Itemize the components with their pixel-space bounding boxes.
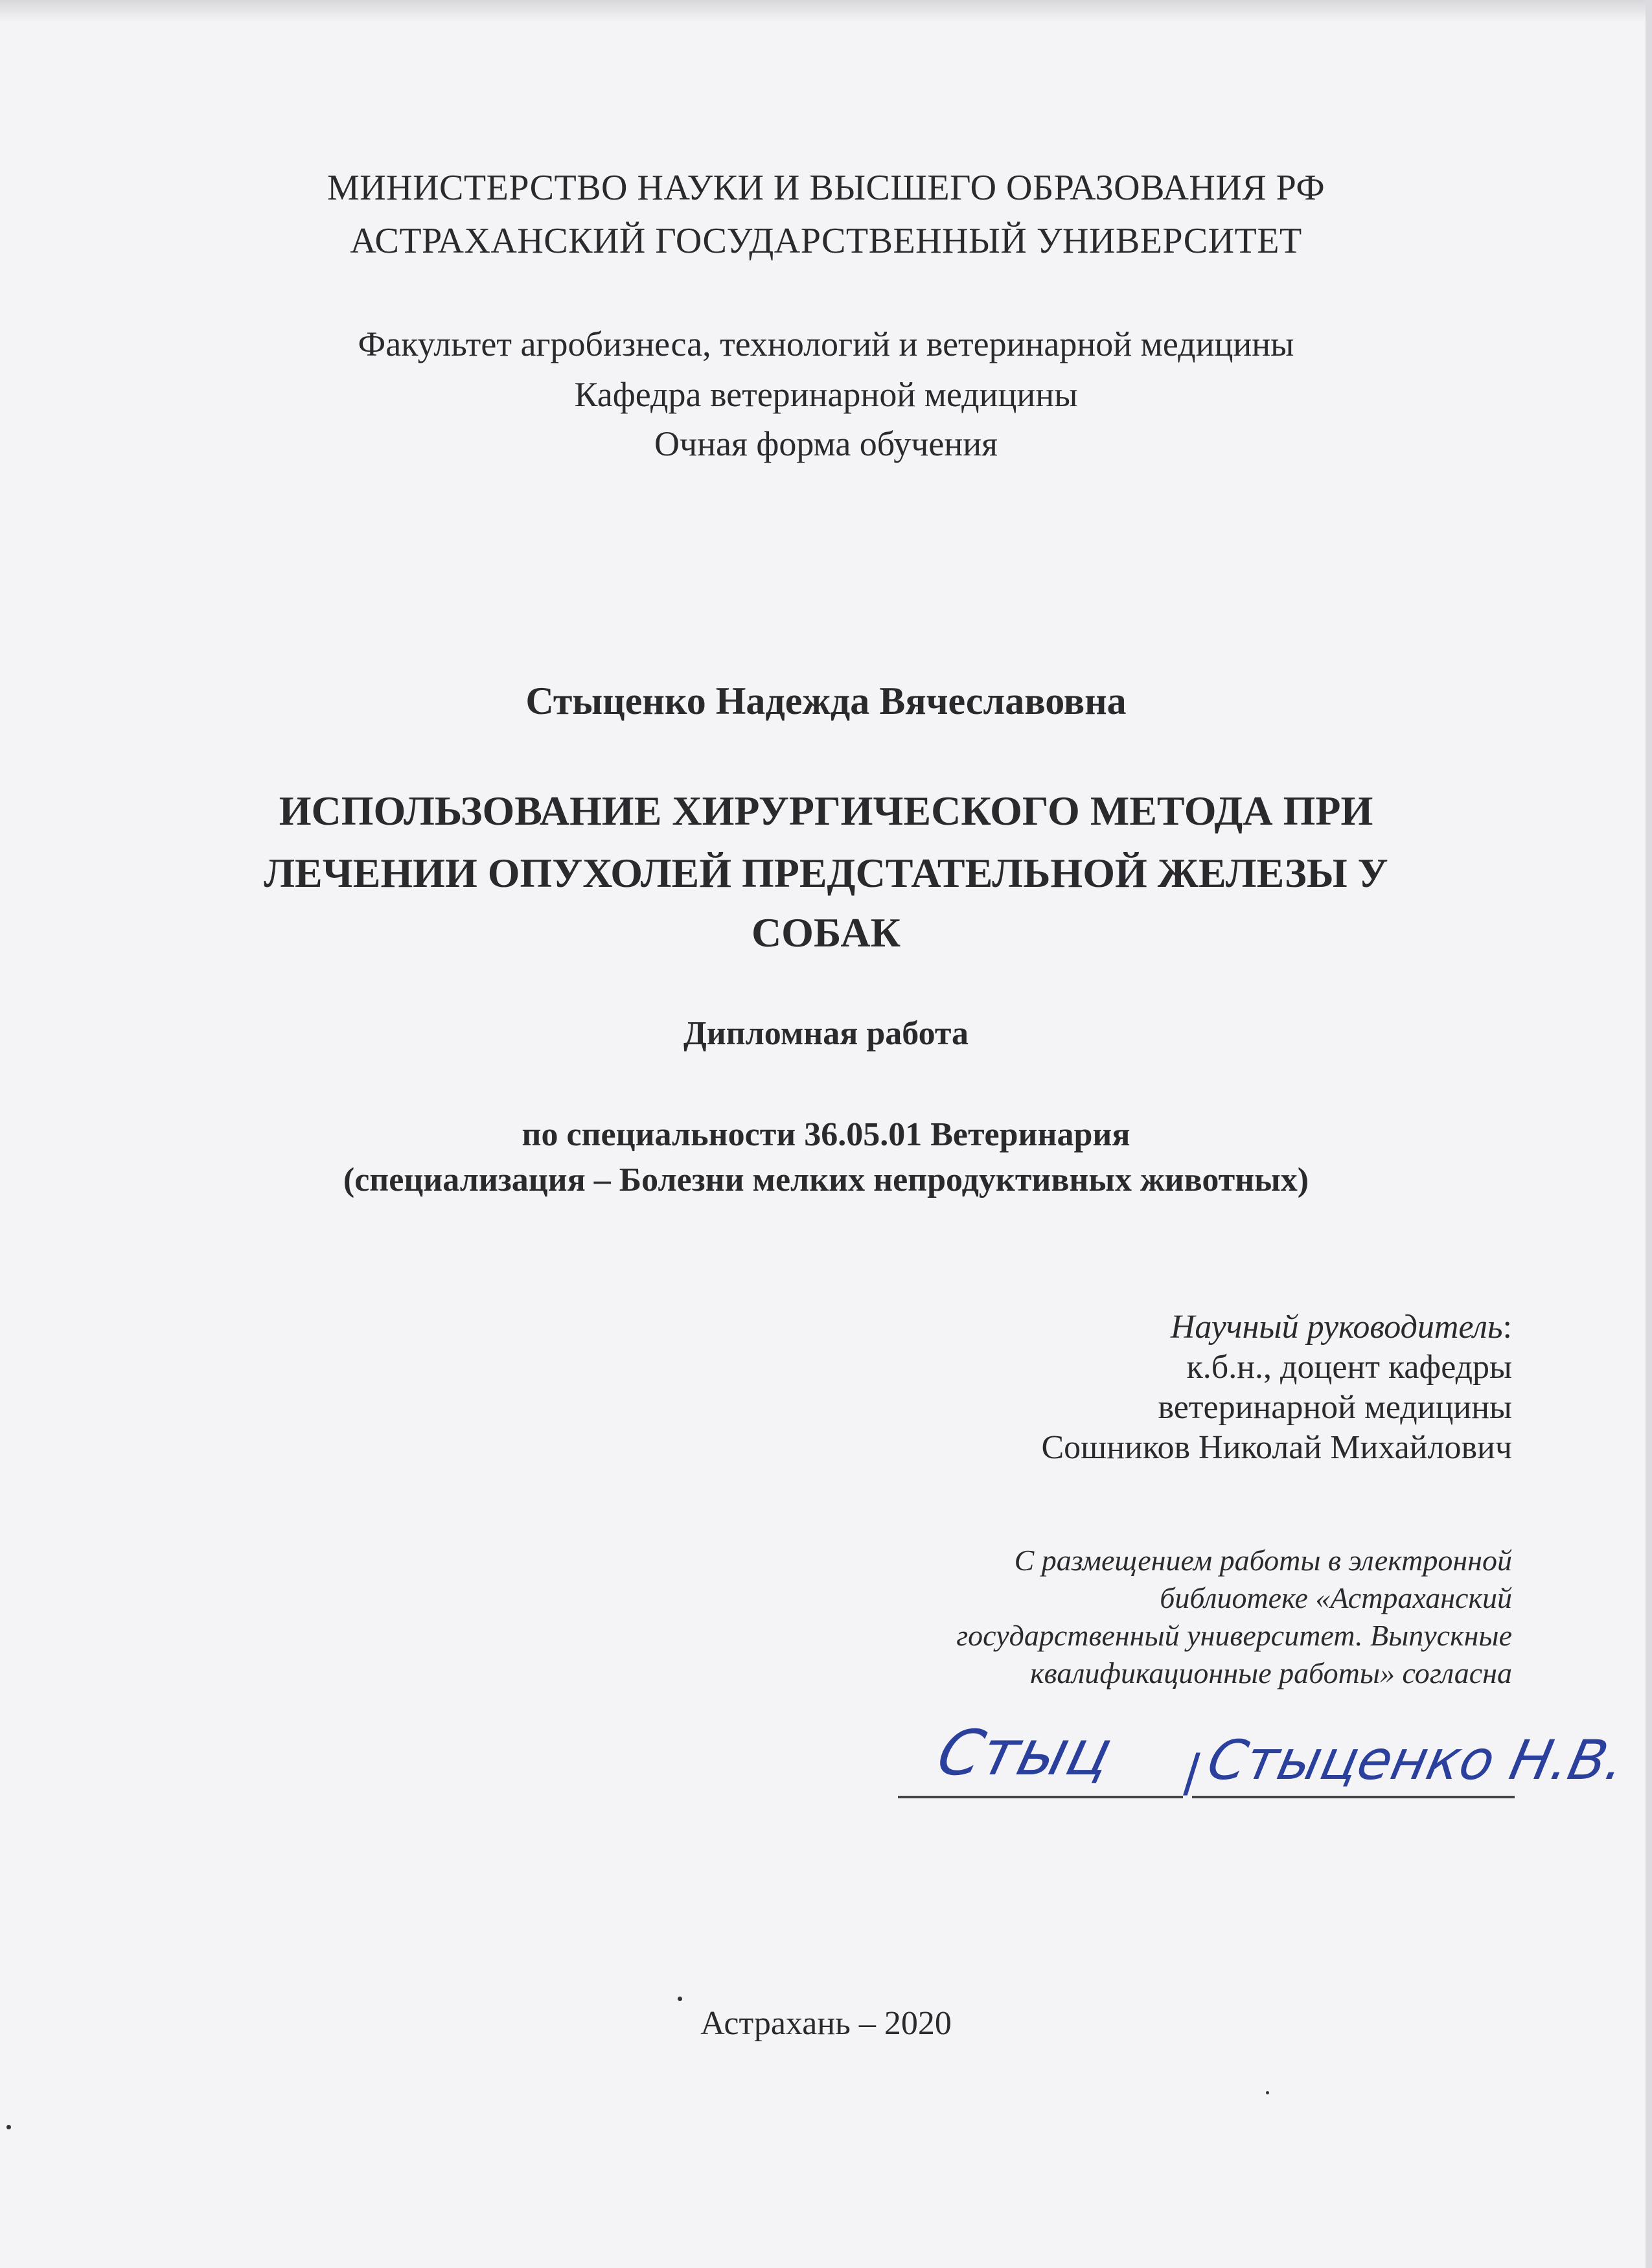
university-heading: АСТРАХАНСКИЙ ГОСУДАРСТВЕННЫЙ УНИВЕРСИТЕТ (350, 221, 1302, 261)
consent-line-1: С размещением работы в электронной (1014, 1544, 1512, 1577)
supervisor-label-row (1041, 1307, 1512, 1347)
handwritten-signature: Стыц (930, 1717, 1120, 1789)
supervisor-name: Сошников Николай Михайлович (1041, 1429, 1512, 1466)
consent-line-3: государственный университет. Выпускные (956, 1619, 1512, 1652)
signature-separator: / (1183, 1743, 1200, 1803)
handwritten-name: Стыценко Н.В. (1202, 1728, 1631, 1792)
supervisor-degree: к.б.н., доцент кафедры (1186, 1349, 1512, 1386)
specialty-line-1: по специальности 36.05.01 Ветеринария (522, 1116, 1130, 1153)
scan-speck (678, 1997, 682, 2001)
supervisor-block (1041, 1307, 1512, 1468)
supervisor-label-colon: : (1502, 1309, 1512, 1346)
scan-top-edge (0, 0, 1652, 22)
consent-line-4: квалификационные работы» согласна (1030, 1656, 1512, 1690)
supervisor-department: ветеринарной медицины (1158, 1389, 1512, 1426)
ministry-heading: МИНИСТЕРСТВО НАУКИ И ВЫСШЕГО ОБРАЗОВАНИЯ РФ (327, 168, 1325, 208)
specialty-line-2: (специализация – Болезни мелких непродуктивных животных) (343, 1162, 1309, 1198)
thesis-title-line-1: ИСПОЛЬЗОВАНИЕ ХИРУРГИЧЕСКОГО МЕТОДА ПРИ (279, 788, 1373, 834)
author-name: Стыценко Надежда Вячеславовна (525, 680, 1127, 722)
name-underline (1192, 1796, 1515, 1798)
consent-line-2: библиотеке «Астраханский (1160, 1581, 1512, 1614)
supervisor-label: Научный руководитель (1170, 1309, 1503, 1346)
consent-block (956, 1542, 1512, 1692)
chair-line: Кафедра ветеринарной медицины (574, 375, 1078, 414)
scan-speck (1266, 2091, 1269, 2094)
city-year: Астрахань – 2020 (700, 2005, 952, 2042)
signature-underline (898, 1796, 1183, 1798)
thesis-title-line-3: СОБАК (751, 910, 901, 956)
scan-speck (6, 2125, 11, 2129)
study-form-line: Очная форма обучения (654, 424, 998, 463)
work-type: Дипломная работа (683, 1015, 969, 1052)
faculty-line: Факультет агробизнеса, технологий и ветеринарной медицины (358, 325, 1294, 363)
thesis-title-line-2: ЛЕЧЕНИИ ОПУХОЛЕЙ ПРЕДСТАТЕЛЬНОЙ ЖЕЛЕЗЫ У (264, 850, 1388, 896)
